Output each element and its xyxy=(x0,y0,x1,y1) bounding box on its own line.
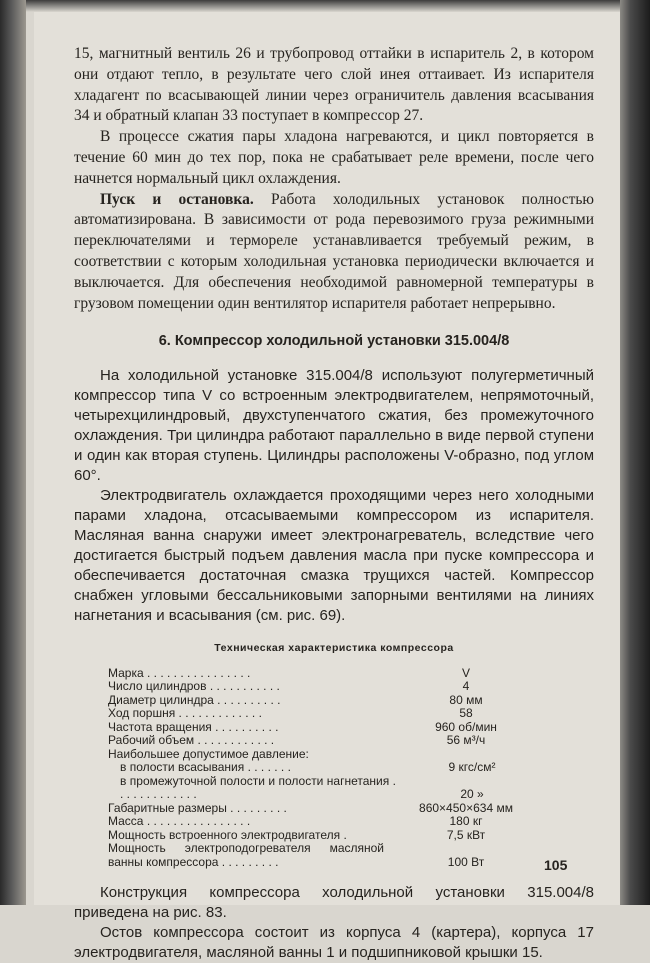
spec-value: 960 об/мин xyxy=(435,719,497,734)
spec-value: 860×450×634 мм xyxy=(419,800,513,815)
spec-label: Ход поршня . . . . . . . . . . . . . xyxy=(108,707,262,721)
spec-label: Мощность электроподогревателя масляной ванны компрессора . . . . . . . . . xyxy=(108,842,384,869)
spec-row xyxy=(108,775,548,802)
spec-row xyxy=(108,802,548,816)
paragraph-text: Работа холодильных установок полностью автоматизирована. В зависимости от рода перевозимого груза режимными переключателями и термореле устанавливается требуемый режим, в соответствии с которым холодильная установка периодически включается и выключается. Для обеспечения необходимой равномерной температуры в грузовом помещении один вентилятор испарителя работает непрерывно. xyxy=(74,190,594,312)
spec-row xyxy=(108,721,548,735)
spec-row xyxy=(108,694,548,708)
section-body xyxy=(74,366,594,626)
runin-heading: Пуск и остановка. xyxy=(100,190,254,208)
spec-table xyxy=(108,667,548,870)
paragraph: В процессе сжатия пары хладона нагреваются, и цикл повторяется в течение 60 мин до тех пор, пока не срабатывает реле времени, после чего начнется нормальный цикл охлаждения. xyxy=(74,128,594,187)
section-body-continued xyxy=(74,883,594,963)
paragraph: Остов компрессора состоит из корпуса 4 (картера), корпуса 17 электродвигателя, масляной ванны 1 и подшипниковой крышки 15. xyxy=(74,924,594,962)
page-text xyxy=(74,44,594,963)
spec-value: 4 xyxy=(462,679,470,694)
spec-value: V xyxy=(461,665,470,680)
page-number: 105 xyxy=(544,857,568,873)
paragraph: Электродвигатель охлаждается проходящими через него холодными парами хладона, отсасываемыми компрессором из испарителя. Масляная ванна снаружи имеет электронагреватель, вследствие чего достигается быстрый подъем давления масла при пуске компрессора и обеспечивается достаточная смазка трущихся частей. Компрессор снабжен угловыми бессальниковыми запорными вентилями на линиях нагнетания и всасывания (см. рис. 69). xyxy=(74,487,594,625)
spec-row xyxy=(108,842,548,869)
spec-row xyxy=(108,680,548,694)
spec-label: Масса . . . . . . . . . . . . . . . . xyxy=(108,815,251,829)
spec-label: Марка . . . . . . . . . . . . . . . . xyxy=(108,666,251,680)
spec-label: Число цилиндров . . . . . . . . . . . xyxy=(108,680,280,694)
section-heading: 6. Компрессор холодильной установки 315.004/8 xyxy=(158,333,510,350)
spec-value: 56 м³/ч xyxy=(446,733,486,748)
spec-value: 7,5 кВт xyxy=(446,827,486,842)
paragraph-continued: 15, магнитный вентиль 26 и трубопровод оттайки в испаритель 2, в котором они отдают тепло, в результате чего слой инея оттаивает. Из испарителя хладагент по всасывающей линии через ограничитель давления всасывания 34 и обратный клапан 33 поступает в компрессор 27. xyxy=(74,45,594,125)
spec-label: в полости всасывания . . . . . . . xyxy=(120,761,291,775)
paragraph: На холодильной установке 315.004/8 используют полугерметичный компрессор типа V со встроенным электродвигателем, непрямоточный, четырехцилиндровый, двухступенчатого сжатия, без промежуточного охлаждения. Три цилиндра работают параллельно в виде первой ступени и один как вторая ступень. Цилиндры расположены V-образно, под углом 60°. xyxy=(74,367,594,485)
spec-table-title: Техническая характеристика компрессора xyxy=(214,642,454,655)
spec-value: 20 » xyxy=(460,787,484,802)
spec-row xyxy=(108,707,548,721)
scan-edge-top xyxy=(26,0,620,12)
spec-row xyxy=(108,748,548,762)
spec-label: Мощность встроенного электродвигателя . xyxy=(108,828,347,842)
spec-row xyxy=(108,734,548,748)
paragraph-start-stop xyxy=(74,190,594,315)
spec-value: 58 xyxy=(459,706,473,721)
spec-row xyxy=(108,815,548,829)
spec-label: Рабочий объем . . . . . . . . . . . . xyxy=(108,734,275,748)
spec-row xyxy=(108,761,548,775)
scan-edge-left xyxy=(0,0,26,905)
spec-value: 180 кг xyxy=(449,814,483,829)
spec-label: Частота вращения . . . . . . . . . . xyxy=(108,720,279,734)
spec-label: в промежуточной полости и полости нагнетания . . . . . . . . . . . . . xyxy=(120,774,396,802)
spec-value: 100 Вт xyxy=(447,854,485,869)
spec-value: 80 мм xyxy=(449,692,483,707)
spec-row xyxy=(108,667,548,681)
spec-row xyxy=(108,829,548,843)
book-page xyxy=(34,12,620,962)
spec-label: Диаметр цилиндра . . . . . . . . . . xyxy=(108,693,281,707)
spec-label: Габаритные размеры . . . . . . . . . xyxy=(108,801,287,815)
scan-edge-right xyxy=(620,0,650,905)
spec-label: Наибольшее допустимое давление: xyxy=(108,747,309,761)
paragraph: Конструкция компрессора холодильной установки 315.004/8 приведена на рис. 83. xyxy=(74,884,594,922)
spec-value: 9 кгс/см² xyxy=(448,760,496,775)
